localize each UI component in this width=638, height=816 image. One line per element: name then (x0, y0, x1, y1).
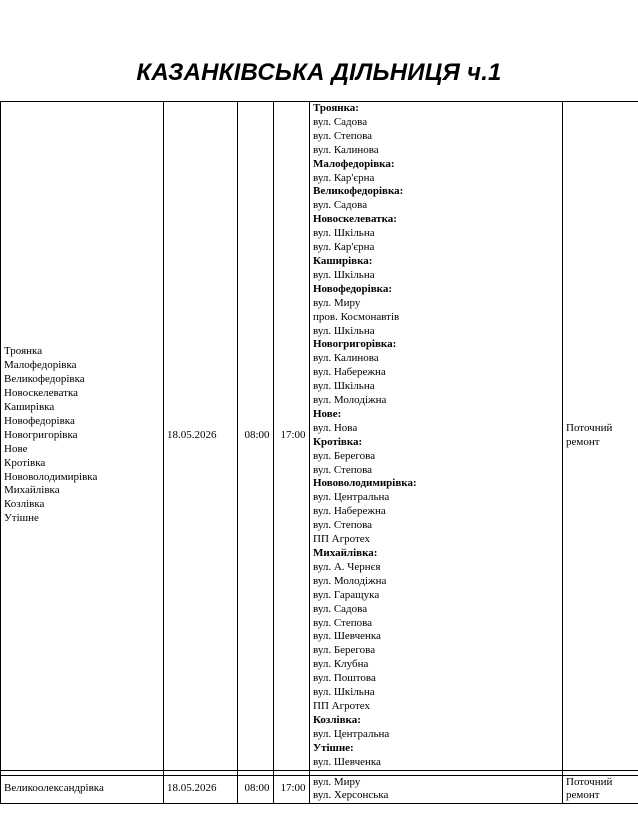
settlement-heading: Новогригорівка: (313, 338, 397, 351)
street-item: вул. Берегова (313, 644, 376, 657)
settlement-heading: Новоскелеватка: (313, 213, 397, 226)
street-item: вул. Миру (313, 296, 361, 309)
settlement-heading: Малофедорівка: (313, 157, 395, 170)
street-item: вул. Шевченка (313, 755, 381, 768)
street-item: вул. Степова (313, 129, 373, 142)
village-name: Троянка (4, 345, 43, 358)
street-item: вул. Херсонська (313, 789, 389, 802)
street-item: вул. Центральна (313, 727, 390, 740)
village-name: Нове (4, 442, 28, 455)
street-item: вул. Гаращука (313, 588, 380, 601)
street-item: ПП Агротех (313, 533, 370, 546)
street-item: вул. Садова (313, 115, 368, 128)
settlement-heading: Нововолодимирівка: (313, 477, 417, 490)
village-name: Новоскелеватка (4, 387, 79, 400)
work-type-line: ремонт (566, 435, 600, 448)
villages-cell (1, 775, 164, 804)
village-name: Малофедорівка (4, 359, 77, 372)
street-item: вул. Кар'єрна (313, 171, 375, 184)
street-item: пров. Космонавтів (313, 310, 400, 323)
street-item: вул. Калинова (313, 143, 379, 156)
streets-cell (310, 102, 563, 771)
work-type-line: Поточний (566, 775, 613, 788)
date-cell: 18.05.2026 (164, 775, 238, 804)
settlement-heading: Каширівка: (313, 254, 373, 267)
settlement-heading: Утішне: (313, 741, 354, 754)
work-type-cell (563, 102, 638, 771)
village-name: Великофедорівка (4, 373, 85, 386)
street-item: вул. Поштова (313, 672, 376, 685)
village-name: Новогригорівка (4, 428, 78, 441)
villages-cell (1, 102, 164, 771)
outage-schedule-table (0, 101, 638, 804)
village-name: Козлівка (4, 498, 45, 511)
end-time-cell: 17:00 (274, 775, 310, 804)
work-type-line: Поточний (566, 421, 613, 434)
work-type-line: ремонт (566, 789, 600, 802)
street-item: вул. Кар'єрна (313, 241, 375, 254)
village-name: Кротівка (4, 456, 46, 469)
street-item: вул. Садова (313, 199, 368, 212)
page-title: КАЗАНКІВСЬКА ДІЛЬНИЦЯ ч.1 (136, 59, 502, 86)
village-name: Каширівка (4, 400, 55, 413)
street-item: вул. Степова (313, 463, 373, 476)
street-item: вул. Степова (313, 616, 373, 629)
street-item: вул. Степова (313, 519, 373, 532)
settlement-heading: Нове: (313, 407, 342, 420)
street-item: вул. Миру (313, 775, 361, 788)
settlement-heading: Великофедорівка: (313, 185, 404, 198)
street-item: вул. Калинова (313, 352, 379, 365)
settlement-heading: Новофедорівка: (313, 282, 393, 295)
street-item: вул. Набережна (313, 366, 386, 379)
street-item: вул. Клубна (313, 658, 369, 671)
streets-cell (310, 775, 563, 804)
street-item: вул. Шкільна (313, 324, 375, 337)
street-item: вул. Садова (313, 602, 368, 615)
table-row (1, 775, 638, 804)
street-item: вул. Центральна (313, 491, 390, 504)
village-name: Михайлівка (4, 484, 60, 497)
village-name: Нововолодимирівка (4, 470, 98, 483)
street-item: вул. Шкільна (313, 686, 375, 699)
street-item: вул. А. Чернєя (313, 560, 381, 573)
street-item: вул. Нова (313, 421, 358, 434)
date-cell: 18.05.2026 (164, 102, 238, 771)
work-type-cell (563, 775, 638, 804)
village-name: Великоолександрівка (4, 782, 104, 795)
settlement-heading: Троянка: (313, 102, 359, 114)
street-item: вул. Шкільна (313, 268, 375, 281)
village-name: Утішне (4, 512, 39, 525)
start-time-cell: 08:00 (238, 775, 274, 804)
street-item: вул. Молодіжна (313, 574, 387, 587)
settlement-heading: Михайлівка: (313, 547, 378, 559)
street-item: вул. Молодіжна (313, 394, 387, 407)
end-time-cell: 17:00 (274, 102, 310, 771)
street-item: вул. Берегова (313, 449, 376, 462)
table-row (1, 102, 638, 771)
start-time-cell: 08:00 (238, 102, 274, 771)
settlement-heading: Козлівка: (313, 713, 361, 726)
street-item: вул. Набережна (313, 505, 386, 518)
settlement-heading: Кротівка: (313, 435, 363, 448)
street-item: вул. Шкільна (313, 380, 375, 393)
street-item: вул. Шевченка (313, 630, 381, 643)
village-name: Новофедорівка (4, 414, 75, 427)
street-item: вул. Шкільна (313, 227, 375, 240)
street-item: ПП Агротех (313, 699, 370, 712)
